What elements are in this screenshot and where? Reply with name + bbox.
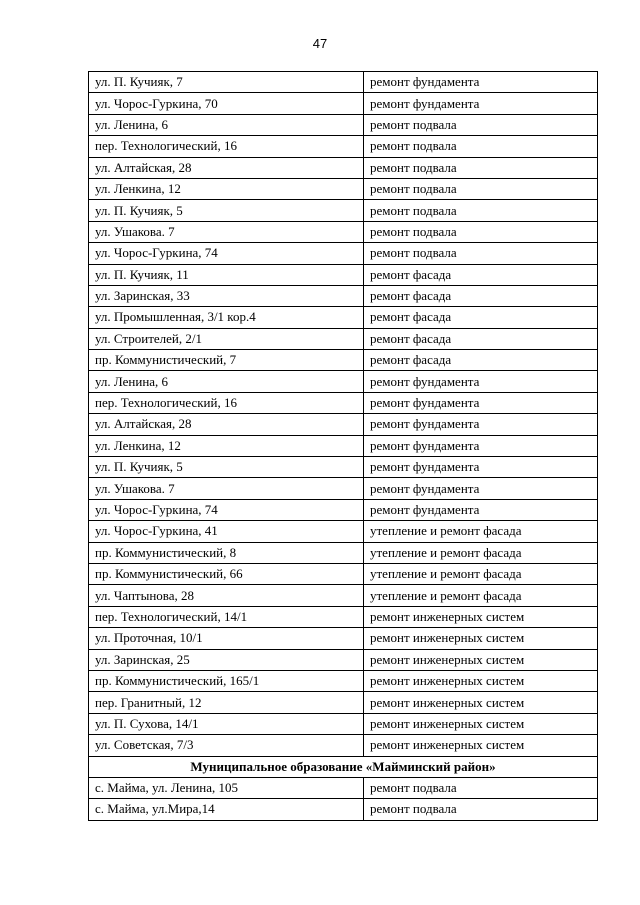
work-type-cell: ремонт фасада — [364, 350, 598, 371]
table-row — [89, 392, 598, 413]
table-row — [89, 606, 598, 627]
address-cell: ул. Ушакова. 7 — [89, 221, 364, 242]
table-row — [89, 499, 598, 520]
table-body — [89, 72, 598, 821]
table-row — [89, 670, 598, 691]
work-type-cell: ремонт подвала — [364, 777, 598, 798]
table-row — [89, 371, 598, 392]
address-cell: ул. П. Кучияк, 5 — [89, 457, 364, 478]
work-type-cell: ремонт подвала — [364, 243, 598, 264]
table-row — [89, 221, 598, 242]
work-type-cell: ремонт фундамента — [364, 478, 598, 499]
address-cell: ул. Строителей, 2/1 — [89, 328, 364, 349]
work-type-cell: утепление и ремонт фасада — [364, 563, 598, 584]
address-cell: ул. Чаптынова, 28 — [89, 585, 364, 606]
work-type-cell: ремонт фасада — [364, 285, 598, 306]
table-row — [89, 649, 598, 670]
address-cell: ул. Ленина, 6 — [89, 114, 364, 135]
address-cell: ул. Ленкина, 12 — [89, 178, 364, 199]
table-row — [89, 435, 598, 456]
address-cell: ул. Проточная, 10/1 — [89, 628, 364, 649]
work-type-cell: ремонт инженерных систем — [364, 649, 598, 670]
work-type-cell: ремонт инженерных систем — [364, 628, 598, 649]
work-type-cell: ремонт подвала — [364, 157, 598, 178]
page-number: 47 — [312, 36, 328, 51]
address-cell: ул. Заринская, 33 — [89, 285, 364, 306]
address-cell: ул. П. Кучияк, 5 — [89, 200, 364, 221]
address-cell: пр. Коммунистический, 8 — [89, 542, 364, 563]
work-type-cell: ремонт фасада — [364, 307, 598, 328]
address-cell: ул. Чорос-Гуркина, 74 — [89, 499, 364, 520]
table-row — [89, 457, 598, 478]
work-type-cell: утепление и ремонт фасада — [364, 521, 598, 542]
table-row — [89, 136, 598, 157]
table-row — [89, 243, 598, 264]
address-cell: с. Майма, ул.Мира,14 — [89, 799, 364, 820]
address-cell: пер. Технологический, 16 — [89, 392, 364, 413]
table-row — [89, 628, 598, 649]
table-row — [89, 799, 598, 820]
work-type-cell: ремонт подвала — [364, 200, 598, 221]
address-cell: пр. Коммунистический, 7 — [89, 350, 364, 371]
work-type-cell: утепление и ремонт фасада — [364, 585, 598, 606]
table-row — [89, 264, 598, 285]
work-type-cell: ремонт подвала — [364, 178, 598, 199]
section-title: Муниципальное образование «Майминский район» — [89, 756, 598, 777]
address-cell: пер. Технологический, 16 — [89, 136, 364, 157]
address-cell: ул. П. Кучияк, 7 — [89, 72, 364, 93]
table-row — [89, 735, 598, 756]
repair-works-table — [88, 71, 598, 821]
table-row — [89, 521, 598, 542]
address-cell: ул. Алтайская, 28 — [89, 414, 364, 435]
table-row — [89, 585, 598, 606]
address-cell: ул. Чорос-Гуркина, 70 — [89, 93, 364, 114]
table-row — [89, 777, 598, 798]
address-cell: ул. Ленина, 6 — [89, 371, 364, 392]
work-type-cell: ремонт фундамента — [364, 72, 598, 93]
address-cell: ул. Чорос-Гуркина, 74 — [89, 243, 364, 264]
table-row — [89, 713, 598, 734]
address-cell: ул. Ленкина, 12 — [89, 435, 364, 456]
address-cell: пер. Гранитный, 12 — [89, 692, 364, 713]
work-type-cell: ремонт подвала — [364, 136, 598, 157]
address-cell: ул. Алтайская, 28 — [89, 157, 364, 178]
work-type-cell: ремонт подвала — [364, 799, 598, 820]
address-cell: ул. П. Сухова, 14/1 — [89, 713, 364, 734]
table-row — [89, 200, 598, 221]
work-type-cell: ремонт фундамента — [364, 499, 598, 520]
work-type-cell: ремонт фасада — [364, 264, 598, 285]
section-header-row — [89, 756, 598, 777]
table-row — [89, 350, 598, 371]
work-type-cell: ремонт фундамента — [364, 371, 598, 392]
work-type-cell: ремонт подвала — [364, 114, 598, 135]
address-cell: ул. Ушакова. 7 — [89, 478, 364, 499]
address-cell: ул. Чорос-Гуркина, 41 — [89, 521, 364, 542]
table-row — [89, 542, 598, 563]
address-cell: с. Майма, ул. Ленина, 105 — [89, 777, 364, 798]
work-type-cell: ремонт инженерных систем — [364, 606, 598, 627]
address-cell: ул. Заринская, 25 — [89, 649, 364, 670]
address-cell: ул. Промышленная, 3/1 кор.4 — [89, 307, 364, 328]
table-row — [89, 414, 598, 435]
table-row — [89, 72, 598, 93]
work-type-cell: ремонт инженерных систем — [364, 713, 598, 734]
work-type-cell: ремонт фундамента — [364, 93, 598, 114]
table-row — [89, 328, 598, 349]
work-type-cell: ремонт инженерных систем — [364, 735, 598, 756]
work-type-cell: ремонт инженерных систем — [364, 670, 598, 691]
work-type-cell: ремонт фундамента — [364, 435, 598, 456]
address-cell: пр. Коммунистический, 66 — [89, 563, 364, 584]
table-row — [89, 307, 598, 328]
work-type-cell: ремонт подвала — [364, 221, 598, 242]
table-row — [89, 563, 598, 584]
work-type-cell: ремонт фундамента — [364, 392, 598, 413]
work-type-cell: утепление и ремонт фасада — [364, 542, 598, 563]
work-type-cell: ремонт инженерных систем — [364, 692, 598, 713]
table-row — [89, 178, 598, 199]
table-row — [89, 285, 598, 306]
table-row — [89, 478, 598, 499]
table-row — [89, 157, 598, 178]
table-row — [89, 692, 598, 713]
table-row — [89, 93, 598, 114]
work-type-cell: ремонт фундамента — [364, 457, 598, 478]
table-row — [89, 114, 598, 135]
address-cell: пер. Технологический, 14/1 — [89, 606, 364, 627]
address-cell: ул. П. Кучияк, 11 — [89, 264, 364, 285]
address-cell: пр. Коммунистический, 165/1 — [89, 670, 364, 691]
work-type-cell: ремонт фасада — [364, 328, 598, 349]
address-cell: ул. Советская, 7/3 — [89, 735, 364, 756]
work-type-cell: ремонт фундамента — [364, 414, 598, 435]
